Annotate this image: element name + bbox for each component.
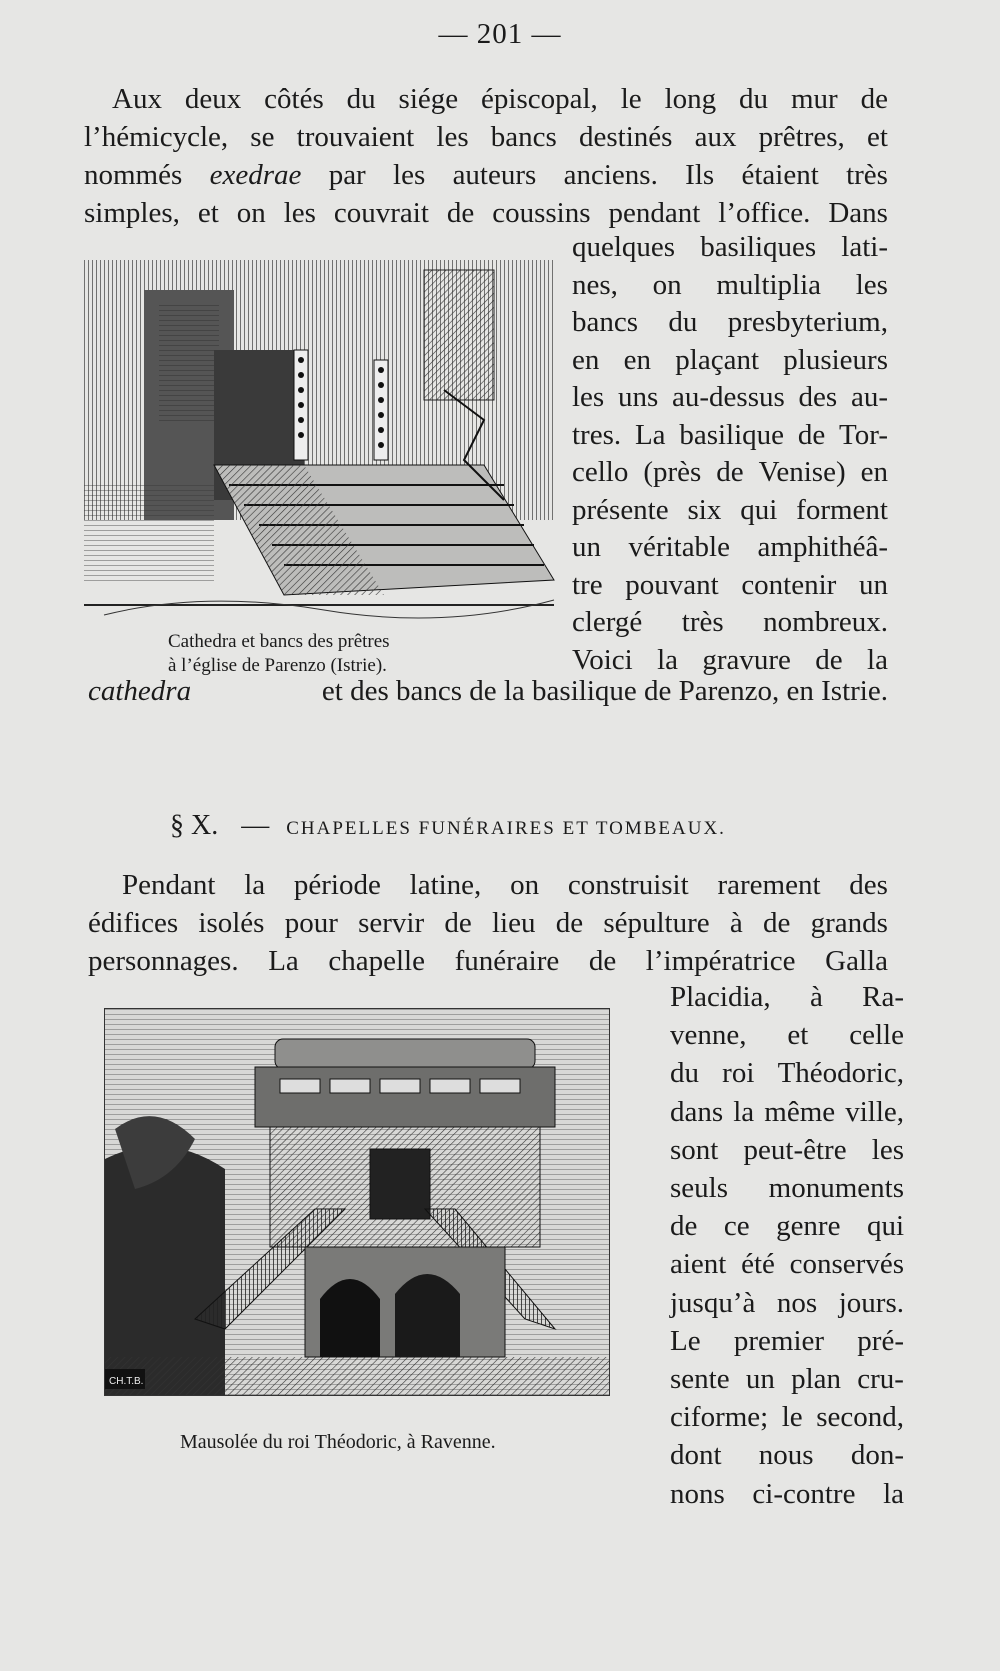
para1-line-2: [84, 118, 888, 156]
para1-right-word: amphithéâ-: [757, 531, 888, 563]
para1-right-word: au-dessus: [672, 381, 785, 413]
para1-line-4-word: pendant: [608, 197, 701, 229]
para1-right-line: [572, 491, 888, 529]
para2-right-word: jours.: [838, 1286, 904, 1319]
para2-right-word: cru-: [857, 1363, 904, 1395]
para1-line-2-word: se: [250, 121, 275, 153]
para1-line-1-word: mur: [790, 83, 838, 115]
para2-right-word: genre: [776, 1210, 841, 1243]
para2-right-word: la: [883, 1477, 904, 1510]
para1-line-4-word: Dans: [828, 197, 888, 229]
para2-right-word: premier: [733, 1324, 825, 1357]
para2-right-word: venne,: [670, 1019, 747, 1052]
exedrae-term: exedrae: [209, 159, 302, 191]
para2-right-line: [670, 1322, 904, 1360]
para1-line-1-word: deux: [184, 83, 242, 115]
para1-right-line: [572, 603, 888, 641]
para1-line-1-word: du: [739, 83, 769, 115]
para1-right-word: basilique: [679, 418, 785, 451]
para2-right-line: [670, 1131, 904, 1169]
para2-right-word: Théodoric,: [777, 1057, 904, 1090]
para2-right-word: à: [809, 981, 823, 1013]
para1-line-3-word: étaient: [741, 159, 819, 191]
para2-right-word: nous: [758, 1439, 814, 1472]
para1-right-word: plusieurs: [783, 343, 888, 376]
cathedra-caption-line-2: à l’église de Parenzo (Istrie).: [168, 655, 387, 676]
para2-right-word: nos: [776, 1286, 818, 1319]
para1-right-word: contenir: [741, 568, 837, 601]
para1-right-word: lati-: [841, 231, 888, 263]
para1-line-2-word: les: [436, 121, 469, 153]
para2-right-word: seuls: [670, 1172, 728, 1204]
para1-right-line: [572, 341, 888, 379]
para1-right-word: gravure: [702, 643, 791, 676]
para2-right-word: don-: [850, 1439, 904, 1472]
para2-right-line: [670, 1436, 904, 1474]
para2-right-word: même: [764, 1095, 836, 1128]
para1-line-4-word: simples,: [84, 197, 180, 229]
para2-right-word: ville,: [845, 1095, 904, 1128]
para2-right-line: [670, 1016, 904, 1054]
para1-right-word: forment: [796, 493, 888, 526]
para2-right-word: le: [781, 1401, 803, 1434]
mausoleum-caption: Mausolée du roi Théodoric, à Ravenne.: [180, 1431, 496, 1453]
para2-word: funéraire: [454, 945, 560, 977]
para1-line-4-word: et: [197, 197, 219, 229]
para1-line-4-word: couvrait: [333, 197, 429, 229]
para1-right-word: en: [623, 343, 652, 376]
para2-right-word: jusqu’à: [670, 1286, 756, 1319]
page-number: — 201 —: [438, 18, 562, 50]
para1-right-word: six: [687, 493, 722, 526]
para2-right-word: et: [787, 1019, 809, 1052]
para1-right-word: très: [681, 606, 724, 638]
para2-right-word: aient: [670, 1248, 727, 1281]
para1-right-line: [572, 378, 888, 416]
para2-right-line: [670, 1169, 904, 1207]
para1-right-word: les: [572, 381, 605, 413]
cathedra-engraving: [84, 250, 558, 658]
para1-right-word: quelques: [572, 231, 676, 263]
para2-word: latine,: [409, 869, 482, 901]
para1-right-word: de: [716, 456, 744, 488]
para2-right-word: plan: [791, 1363, 842, 1395]
para2-right-line: [670, 1245, 904, 1283]
cathedra-engraving-svg: [84, 250, 558, 658]
para1-right-word: multiplia: [716, 268, 822, 301]
para1-right-line: [572, 303, 888, 341]
para2-line: [122, 866, 888, 904]
section-dash: —: [241, 810, 270, 841]
para1-right-line: [572, 453, 888, 491]
para2-right-word: dans: [670, 1095, 724, 1128]
para1-right-word: clergé: [572, 606, 643, 638]
para2-word: Galla: [825, 945, 888, 977]
para2-right-word: peut-être: [743, 1133, 847, 1166]
para1-line-1-word: du: [346, 83, 376, 115]
para1-right-word: un: [858, 568, 888, 601]
para1-line-4-word: l’office.: [718, 197, 811, 229]
para2-word: de: [588, 945, 617, 977]
para1-line-1-word: Aux: [112, 83, 162, 115]
para2-word: sépulture: [603, 907, 710, 939]
para2-right-word: Placidia,: [670, 981, 771, 1013]
para1-right-word: basiliques: [700, 231, 817, 263]
para2-right-line: [670, 978, 904, 1016]
para2-right-line: [670, 1054, 904, 1092]
para1-line-4-word: coussins: [492, 197, 591, 229]
para1-line-3-word: auteurs: [452, 159, 537, 191]
para2-right-word: Ra-: [862, 981, 904, 1013]
para1-right-word: Voici: [572, 643, 633, 676]
para2-word: on: [510, 869, 540, 901]
para1-right-word: la: [657, 643, 678, 676]
para1-line-4: [84, 194, 888, 232]
para2-word: édifices: [88, 907, 179, 939]
para2-word: pour: [284, 907, 338, 939]
para1-right-word: de: [797, 418, 826, 451]
para2-right-line: [670, 1398, 904, 1436]
para2-right-word: Le: [670, 1324, 701, 1357]
para1-line-2-word: et: [866, 121, 888, 153]
para2-right-line: [670, 1284, 904, 1322]
para1-line-4-word: de: [446, 197, 475, 229]
para1-right-word: (près: [643, 456, 702, 488]
para1-right-word: en: [572, 343, 600, 376]
para1-right-word: en: [860, 456, 888, 488]
para1-right-word: véritable: [628, 531, 730, 563]
para1-line-1-word: siége: [398, 83, 459, 115]
para1-right-word: un: [572, 531, 601, 563]
para2-right-word: du: [670, 1057, 699, 1090]
para1-right-line: [572, 566, 888, 604]
para1-line-2-word: l’hémicycle,: [84, 121, 229, 153]
para2-word: lieu: [491, 907, 536, 939]
para1-line-3-word: par: [328, 159, 366, 191]
para2-right-word: dont: [670, 1439, 722, 1472]
para1-right-word: pouvant: [625, 568, 719, 601]
para1-line-2-word: aux: [694, 121, 737, 153]
engraver-signature: CH.T.B.: [109, 1376, 144, 1387]
para2-word: chapelle: [328, 945, 425, 977]
para2-line: [88, 942, 888, 980]
para2-word: à: [729, 907, 743, 939]
para2-right-line: [670, 1093, 904, 1131]
para2-right-word: second,: [816, 1401, 904, 1434]
para1-line-3-word: très: [846, 159, 888, 191]
para1-right-word: au-: [850, 381, 888, 413]
para2-word: construisit: [567, 869, 689, 901]
para2-word: de: [762, 907, 791, 939]
para2-right-word: la: [733, 1095, 755, 1128]
para2-right-word: ci-contre: [752, 1477, 856, 1510]
para1-right-word: des: [798, 381, 838, 413]
para2-right-word: un: [745, 1363, 775, 1395]
para1-right-word: nombreux.: [763, 606, 888, 638]
para1-line-1-word: côtés: [264, 83, 324, 115]
cathedra-term: cathedra: [88, 675, 192, 707]
para2-right-word: qui: [866, 1210, 904, 1243]
para2-word: la: [244, 869, 266, 901]
para2-word: de: [444, 907, 472, 939]
para1-line-1-word: long: [664, 83, 717, 115]
para2-word: des: [849, 869, 888, 901]
para1-right-word: presbyterium,: [727, 306, 888, 338]
para1-right-word: La: [634, 418, 666, 451]
para2-word: isolés: [198, 907, 265, 939]
para2-word: l’impératrice: [645, 945, 796, 977]
para2-right-word: monuments: [768, 1172, 904, 1204]
para1-right-word: Tor-: [839, 418, 888, 451]
para2-right-word: ce: [723, 1210, 750, 1243]
para1-right-word: plaçant: [675, 343, 760, 376]
para1-right-word: tre: [572, 568, 603, 601]
para2-word: La: [268, 945, 299, 977]
para1-right-word: les: [855, 268, 888, 301]
para1-right-line: [572, 416, 888, 454]
para1-right-word: tres.: [572, 418, 622, 451]
para1-line-2-word: bancs: [490, 121, 557, 153]
para1-right-word: cello: [572, 456, 629, 488]
para2-word: Pendant: [122, 869, 216, 901]
para2-right-line: [670, 1207, 904, 1245]
para2-word: de: [555, 907, 584, 939]
para1-line-2-word: trouvaient: [296, 121, 415, 153]
para2-right-word: été: [741, 1248, 775, 1281]
para1-line-3-word: nommés: [84, 159, 183, 191]
para1-right-word: uns: [617, 381, 659, 413]
para2-word: période: [293, 869, 381, 901]
para2-right-line: [670, 1360, 904, 1398]
para1-line-3-word: les: [393, 159, 426, 191]
para1-line-2-word: prêtres,: [758, 121, 845, 153]
para1-line-3-word: anciens.: [563, 159, 658, 191]
para1-line-1-word: le: [620, 83, 642, 115]
para1-right-line: [572, 266, 888, 304]
mausoleum-engraving: [104, 1008, 610, 1396]
para1-right-word: on: [652, 268, 682, 301]
section-mark: § X.: [170, 810, 219, 841]
para2-right-word: sont: [670, 1133, 719, 1166]
para2-word: grands: [810, 907, 888, 939]
para2-right-line: [670, 1475, 904, 1513]
para1-right-word: présente: [572, 493, 669, 526]
mausoleum-engraving-svg: [105, 1009, 609, 1395]
para1-line-1-word: de: [860, 83, 888, 115]
para1-right-word: la: [867, 643, 888, 676]
para2-right-word: celle: [849, 1019, 904, 1052]
para1-line-1-word: épiscopal,: [481, 83, 598, 115]
para2-right-word: sente: [670, 1363, 730, 1395]
para1-right-line: [572, 228, 888, 266]
para1-line-1: [112, 80, 888, 118]
para1-last-line: [88, 672, 888, 710]
para2-word: rarement: [717, 869, 821, 901]
para1-right-word: qui: [740, 493, 778, 526]
para1-line-4-word: on: [236, 197, 266, 229]
para2-word: personnages.: [88, 945, 239, 977]
section-heading: [170, 810, 726, 842]
para1-line-4-word: les: [283, 197, 316, 229]
para2-right-word: pré-: [857, 1324, 904, 1357]
para2-right-word: ciforme;: [670, 1401, 769, 1434]
para2-right-word: de: [670, 1210, 698, 1243]
para1-right-word: Venise): [758, 456, 846, 488]
para2-right-word: roi: [722, 1057, 755, 1090]
para1-line-3-word: Ils: [685, 159, 715, 191]
section-title-text: CHAPELLES FUNÉRAIRES ET TOMBEAUX.: [286, 818, 726, 839]
para1-right-word: bancs: [572, 306, 639, 338]
para1-right-word: nes,: [572, 268, 618, 301]
para1-line-3: [84, 156, 888, 194]
para2-right-word: les: [871, 1133, 904, 1166]
para1-right-word: du: [668, 306, 698, 338]
cathedra-caption-line-1: Cathedra et bancs des prêtres: [168, 631, 390, 652]
para1-right-word: de: [815, 643, 843, 676]
para1-last-text: et des bancs de la basilique de Parenzo, en Istrie.: [321, 675, 888, 707]
para1-line-2-word: destinés: [578, 121, 673, 153]
para2-right-word: nons: [670, 1477, 725, 1510]
para2-word: servir: [358, 907, 425, 939]
para1-right-line: [572, 528, 888, 566]
para2-line: [88, 904, 888, 942]
para2-right-word: conservés: [789, 1248, 904, 1281]
